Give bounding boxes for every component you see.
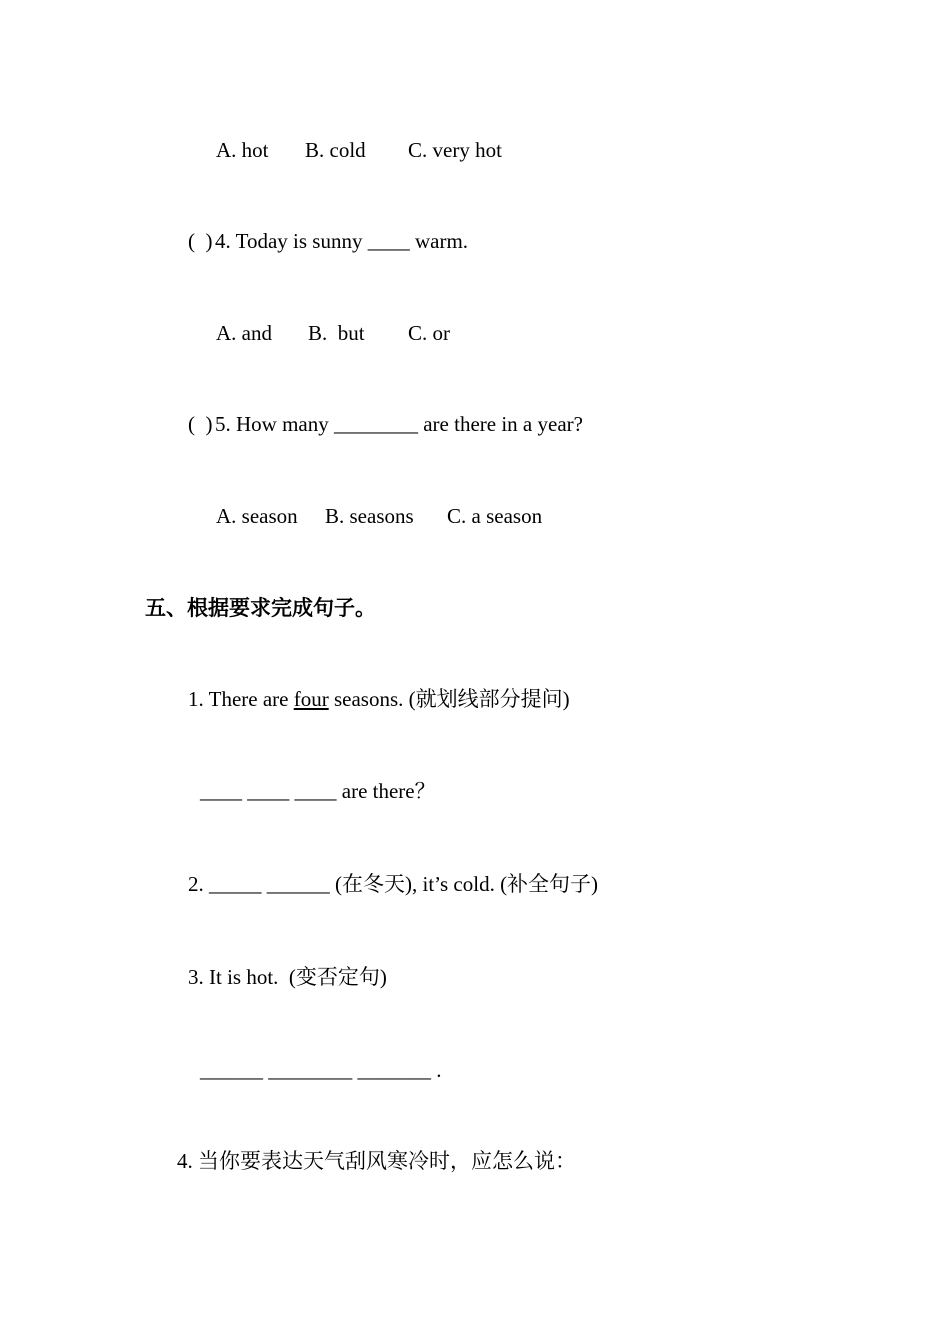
item-1-text-before: 1. There are — [188, 687, 294, 711]
section-5-item-3: 3. It is hot. (变否定句) — [188, 965, 387, 989]
section-5-item-1 — [188, 689, 570, 710]
q4-stem: 4. Today is sunny ____ warm. — [215, 229, 469, 253]
q3-option-c: C. very hot — [408, 138, 502, 162]
q5-option-a: A. season — [216, 504, 298, 528]
section-5-item-4: 4. 当你要表达天气刮风寒冷时，应怎么说： — [177, 1149, 576, 1173]
q5-answer-bracket: ( ) — [188, 412, 213, 436]
item-1-answer-line: ____ ____ ____ are there？ — [200, 779, 436, 803]
q5-option-b: B. seasons — [325, 504, 414, 528]
item-1-text-after: seasons. (就划线部分提问) — [328, 687, 570, 711]
q4-option-c: C. or — [408, 321, 450, 345]
item-1-underlined-word: four — [293, 687, 329, 711]
item-3-answer-line: ______ ________ _______ . — [200, 1058, 442, 1082]
q5-option-c: C. a season — [447, 504, 543, 528]
section-5-heading: 五、根据要求完成句子。 — [145, 596, 376, 620]
q3-option-b: B. cold — [305, 138, 366, 162]
q3-option-a: A. hot — [216, 138, 269, 162]
q4-answer-bracket: ( ) — [188, 229, 213, 253]
q5-stem: 5. How many ________ are there in a year? — [215, 412, 583, 436]
q4-option-b: B. but — [308, 321, 365, 345]
q4-option-a: A. and — [216, 321, 272, 345]
section-5-item-2: 2. _____ ______ (在冬天), it’s cold. (补全句子) — [188, 872, 599, 896]
